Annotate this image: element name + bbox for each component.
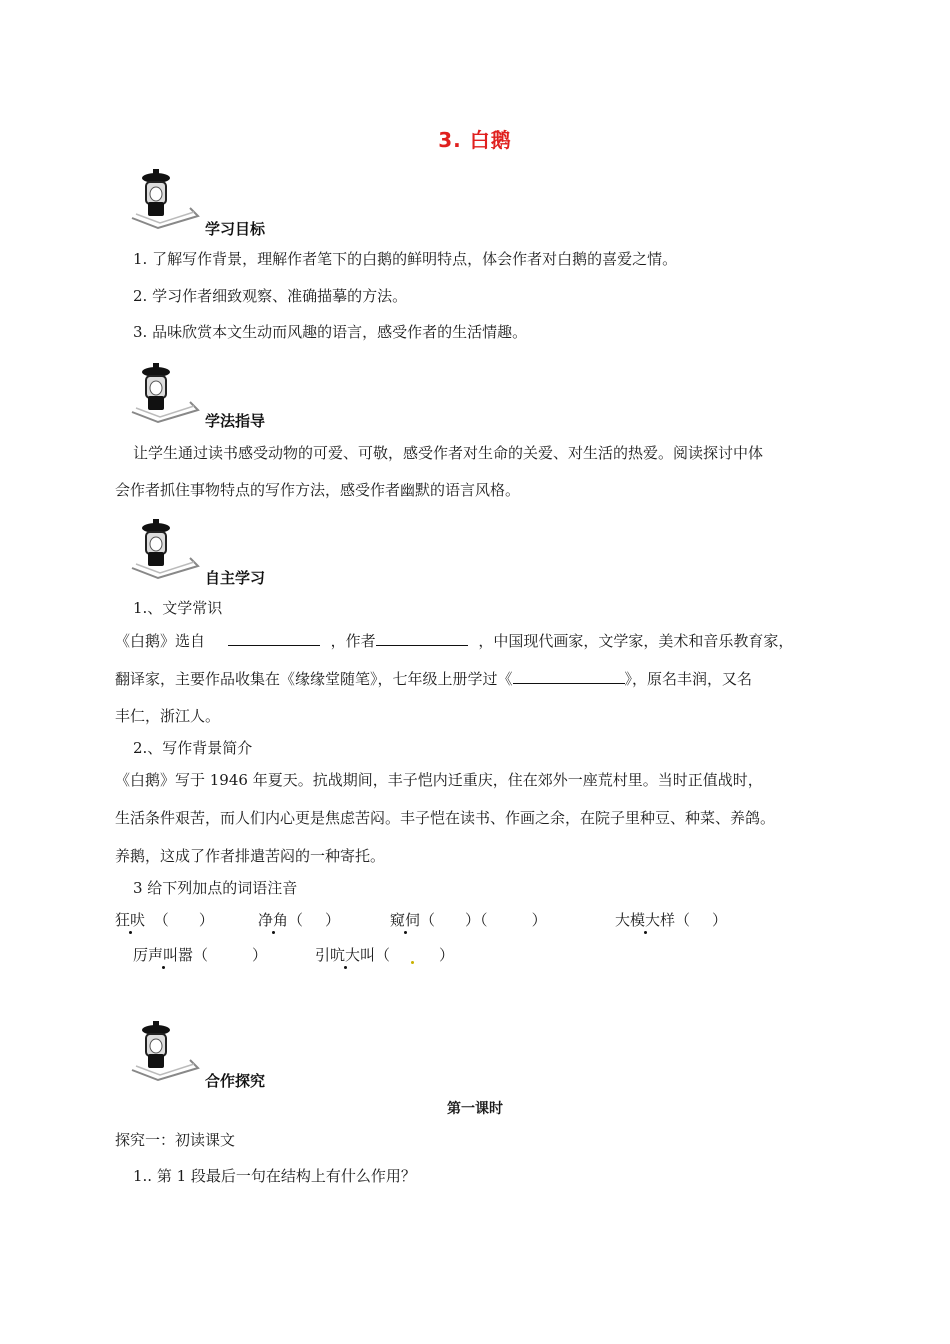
page-title: 3. 白鹅 (438, 128, 512, 152)
paren-close: ） (252, 946, 268, 964)
section-heading-goals: 学习目标 (205, 220, 266, 238)
q1-text-e: 》，原名丰润，又名 (624, 670, 753, 688)
paren-close: ） (712, 911, 728, 929)
paren-close: ） (325, 911, 341, 929)
coop-question-1: 1.. 第 1 段最后一句在结构上有什么作用？ (133, 1167, 416, 1185)
paren-open: （ (420, 911, 436, 929)
word-item-1 (115, 910, 214, 930)
q1-label: 1.、文学常识 (133, 599, 223, 617)
paren-close: ） (465, 911, 481, 929)
q1-line-1 (115, 630, 793, 651)
paren-open: （ (480, 911, 488, 929)
word-item-3 (390, 910, 547, 930)
paren-open: （ (375, 946, 391, 964)
q1-text-a: 《白鹅》选自 (115, 632, 206, 650)
paren-close: ） (439, 946, 455, 964)
method-line-1: 让学生通过读书感受动物的可爱、可敬，感受作者对生命的关爱、对生活的热爱。阅读探讨中体 (133, 444, 764, 462)
word-4: 大模大样 (615, 911, 676, 929)
word-item-4 (615, 910, 727, 930)
paren-open: （ (675, 911, 691, 929)
paren-open: （ (153, 911, 169, 929)
q2-line-1: 《白鹅》写于 1946 年夏天。抗战期间，丰子恺内迁重庆，住在郊外一座荒村里。当时正值战时， (115, 771, 763, 789)
word-item-2 (258, 910, 340, 930)
q2-line-3: 养鹅，这成了作者排遣苦闷的一种寄托。 (115, 847, 386, 865)
lantern-icon (128, 518, 208, 584)
word-5: 厉声叫嚣 (133, 946, 194, 964)
paren-close: ） (198, 911, 214, 929)
q2-label: 2.、写作背景简介 (133, 739, 253, 757)
goal-item-3: 3. 品味欣赏本文生动而风趣的语言，感受作者的生活情趣。 (133, 323, 528, 341)
blank-previous-work[interactable] (513, 668, 625, 684)
lantern-icon (128, 168, 208, 234)
explore-1-label: 探究一：初读课文 (115, 1131, 236, 1149)
q1-text-b: ，作者 (330, 632, 376, 650)
q2-line-2: 生活条件艰苦，而人们内心更是焦虑苦闷。丰子恺在读书、作画之余，在院子里种豆、种菜、养鸽。 (115, 809, 776, 827)
q1-text-d: 翻译家，主要作品收集在《缘缘堂随笔》，七年级上册学过《 (115, 670, 513, 688)
word-item-5 (133, 945, 267, 965)
lantern-icon (128, 1020, 208, 1086)
goal-item-1: 1. 了解写作背景，理解作者笔下的白鹅的鲜明特点，体会作者对白鹅的喜爱之情。 (133, 250, 678, 268)
word-item-6 (315, 945, 454, 965)
lesson-title: 第一课时 (447, 1101, 503, 1117)
lantern-icon (128, 362, 208, 428)
blank-source[interactable] (228, 630, 320, 646)
word-3: 窥伺 (390, 911, 421, 929)
q1-line-3: 丰仁，浙江人。 (115, 707, 221, 725)
section-heading-coop: 合作探究 (205, 1072, 266, 1090)
paren-open: （ (193, 946, 209, 964)
word-2: 净角 (258, 911, 289, 929)
word-6: 引吭大叫 (315, 946, 376, 964)
section-heading-self-study: 自主学习 (205, 569, 266, 587)
q1-text-c: ，中国现代画家，文学家，美术和音乐教育家， (478, 632, 794, 650)
paren-close: ） (531, 911, 547, 929)
word-1: 狂吠 (115, 911, 146, 929)
goal-item-2: 2. 学习作者细致观察、准确描摹的方法。 (133, 287, 408, 305)
method-line-2: 会作者抓住事物特点的写作方法，感受作者幽默的语言风格。 (115, 481, 521, 499)
q3-label: 3 给下列加点的词语注音 (133, 879, 298, 897)
blank-author[interactable] (376, 630, 468, 646)
paren-open: （ (288, 911, 304, 929)
q1-line-2 (115, 668, 752, 689)
yellow-dot-mark (411, 961, 414, 964)
section-heading-method: 学法指导 (205, 412, 266, 430)
